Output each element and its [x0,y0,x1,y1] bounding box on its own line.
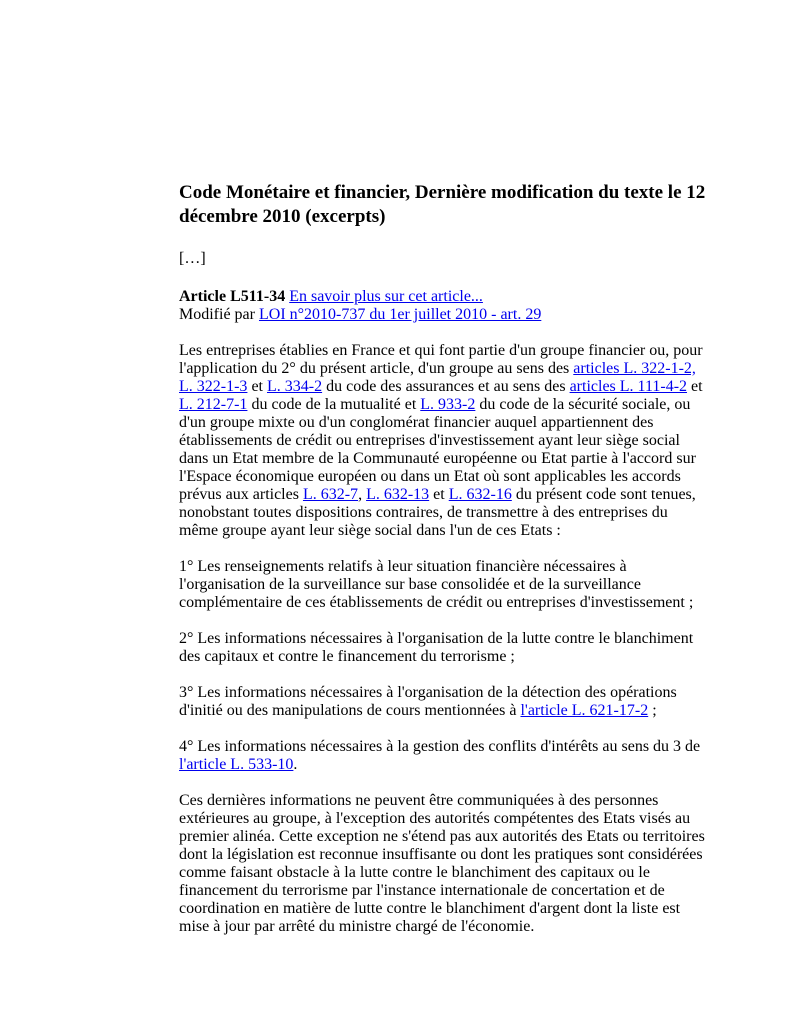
paragraph-text: du code des assurances et au sens des [322,378,570,395]
paragraph-item-3 [179,684,709,720]
paragraph-text: , [358,486,367,503]
article-more-link[interactable]: En savoir plus sur cet article... [289,288,483,305]
paragraph-closing: Ces dernières informations ne peuvent être communiquées à des personnes extérieures au groupe, à l'exception des autorités compétentes des Etats visés au premier alinéa. Cette exception ne s'étend pas aux autorités des Etats ou territoires dont la législation est reconnue insuffisante ou dont les pratiques sont considérées comme faisant obstacle à la lutte contre le blanchiment des capitaux ou le financement du terrorisme par l'instance internationale de concertation et de coordination en matière de lutte contre le blanchiment d'argent dont la liste est mise à jour par arrêté du ministre chargé de l'économie. [179,792,705,935]
link-l632-13[interactable]: L. 632-13 [366,486,430,503]
article-title-line [179,288,709,306]
paragraph-text: 3° Les informations nécessaires à l'organisation de la détection des opérations d'initié ou des manipulations de cours mentionnées à [179,684,677,719]
modifying-law-link[interactable]: LOI n°2010-737 du 1er juillet 2010 - art. 29 [258,306,542,323]
modified-prefix: Modifié par [179,306,255,323]
link-l933-2[interactable]: L. 933-2 [420,396,476,413]
paragraph-text: du présent code sont tenues, nonobstant toutes dispositions contraires, de transmettre à des entreprises du même groupe ayant leur siège social dans l'un de ces Etats : [179,486,696,539]
paragraph-text: du code de la sécurité sociale, ou d'un groupe mixte ou d'un conglomérat financier auquel appartiennent des établissements de crédit ou entreprises d'investissement ayant leur siège social dans un Etat membre de la Communauté européenne ou Etat partie à l'accord sur l'Espace économique européen ou dans un Etat où sont applicables les accords prévus aux articles [179,396,696,503]
paragraph-text: et [687,378,703,395]
link-l212-7-1[interactable]: L. 212-7-1 [179,396,248,413]
paragraph-item-1: 1° Les renseignements relatifs à leur situation financière nécessaires à l'organisation de la surveillance sur base consolidée et de la surveillance complémentaire de ces établissements de crédit ou entreprises d'investissement ; [179,558,694,611]
link-articles-l111-4-2[interactable]: articles L. 111-4-2 [569,378,688,395]
paragraph-intro [179,342,709,540]
link-l632-7[interactable]: L. 632-7 [302,486,359,503]
document-page [179,181,709,936]
article-header [179,288,709,324]
paragraph-text: et [247,378,267,395]
paragraph-text: ; [648,702,657,719]
paragraph-item-2: 2° Les informations nécessaires à l'organisation de la lutte contre le blanchiment des capitaux et contre le financement du terrorisme ; [179,630,694,665]
paragraph-text: du code de la mutualité et [247,396,421,413]
link-l632-16[interactable]: L. 632-16 [448,486,512,503]
link-l533-10[interactable]: l'article L. 533-10 [179,756,294,773]
link-articles-l322[interactable]: articles L. 322-1-2, L. 322-1-3 [179,360,696,395]
paragraph-text: et [429,486,449,503]
link-l334-2[interactable]: L. 334-2 [266,378,323,395]
link-l621-17-2[interactable]: l'article L. 621-17-2 [520,702,649,719]
paragraph-text: Les entreprises établies en France et qui font partie d'un groupe financier ou, pour l'application du 2° du présent article, d'un groupe au sens des [179,342,703,377]
paragraph-text: . [293,756,298,773]
article-label: Article L511-34 [179,288,286,305]
paragraph-item-4 [179,738,709,774]
ellipsis-marker: […] [179,250,206,267]
document-title: Code Monétaire et financier, Dernière modification du texte le 12 décembre 2010 (excerpts) [179,182,706,227]
article-modified-line [179,306,709,324]
paragraph-text: 4° Les informations nécessaires à la gestion des conflits d'intérêts au sens du 3 de [179,738,701,755]
